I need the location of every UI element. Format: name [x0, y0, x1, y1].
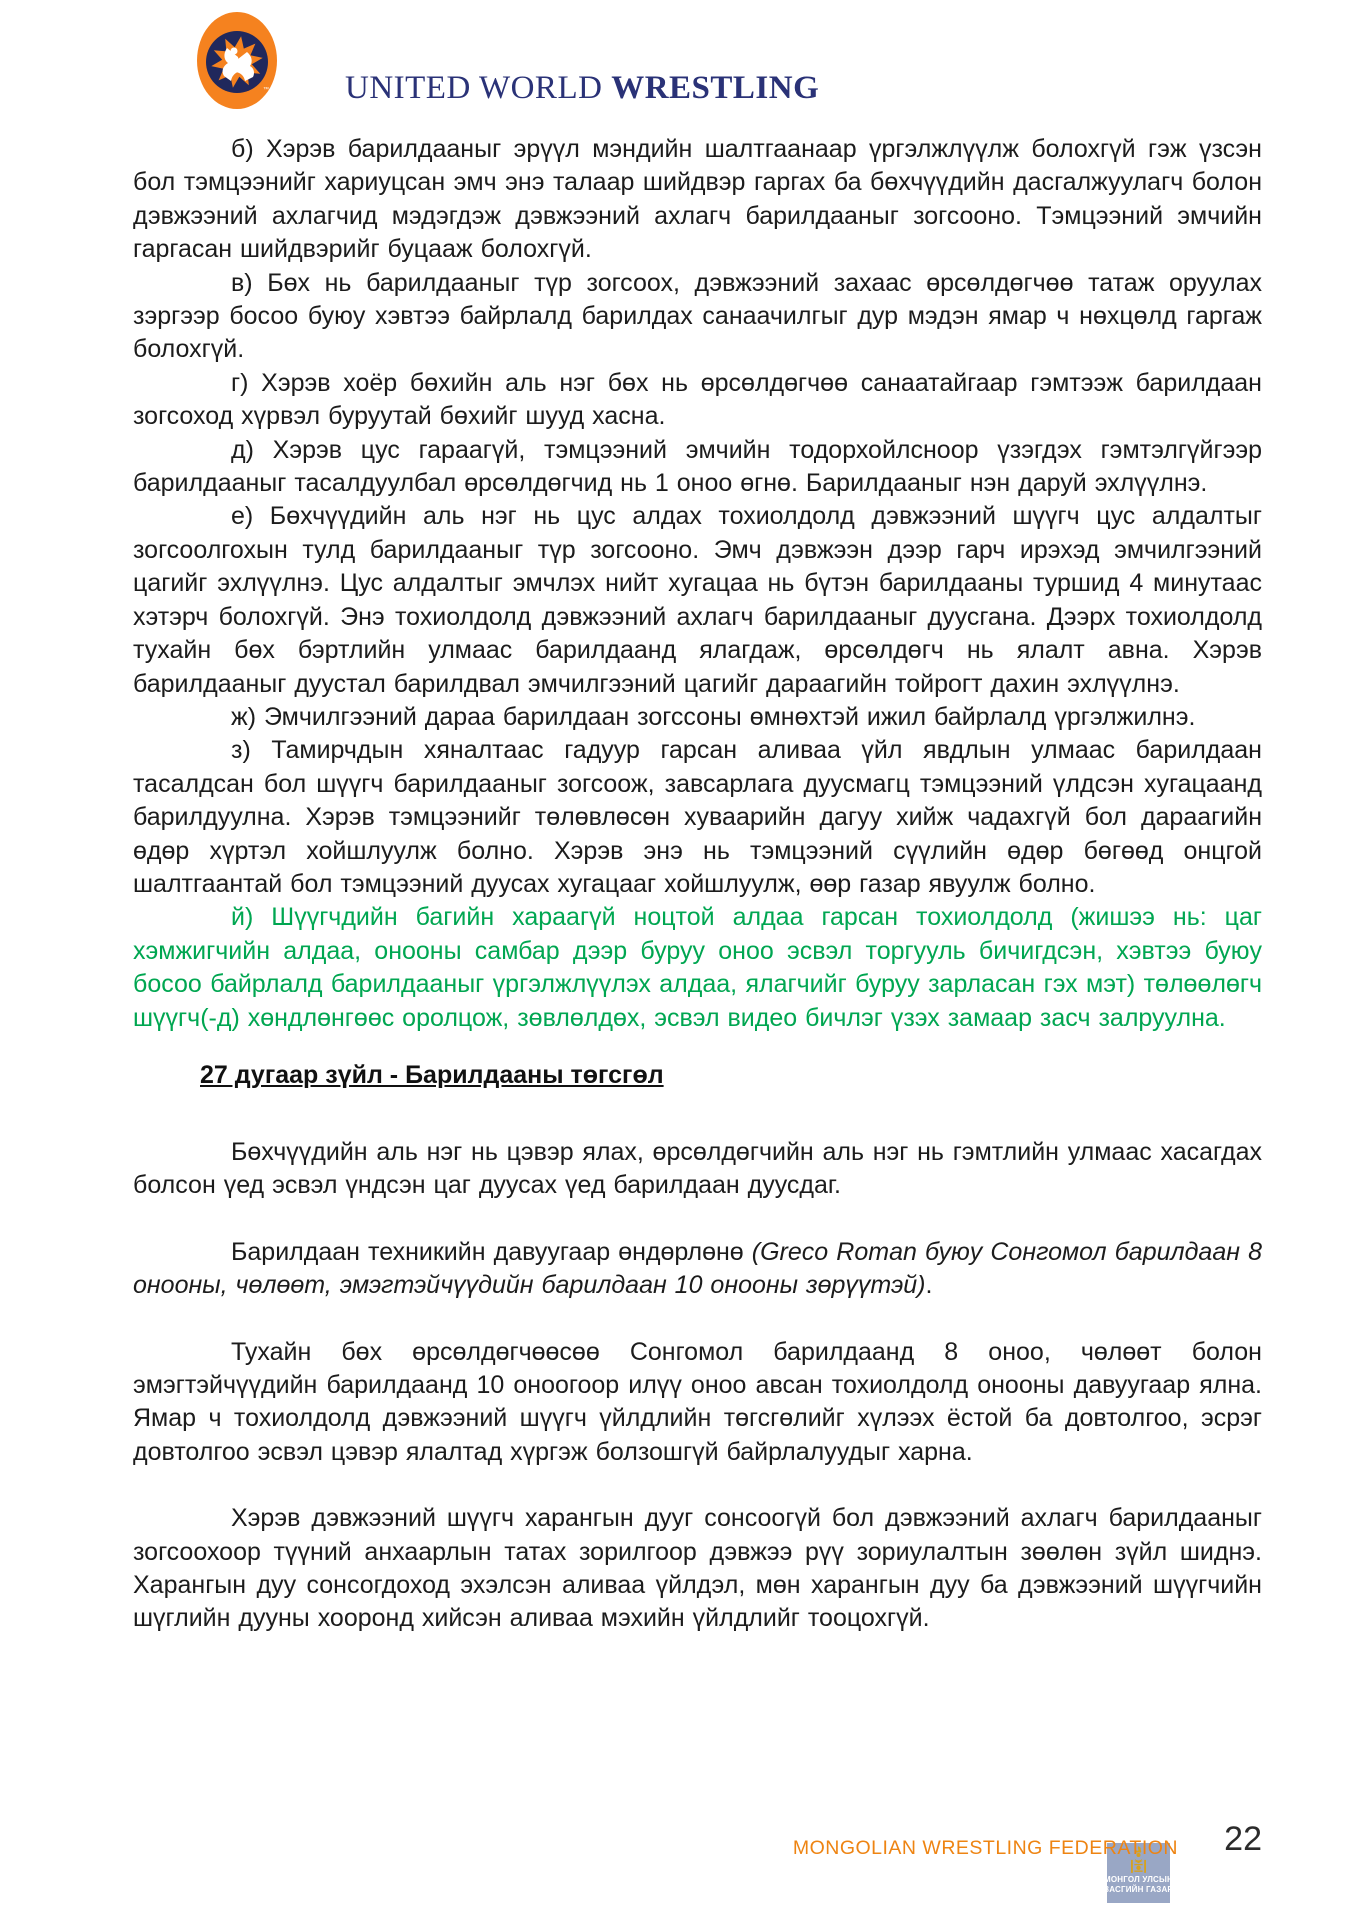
- rule-paragraph-d: д) Хэрэв цус гараагүй, тэмцээний эмчийн тодорхойлсноор үзэгдэх гэмтэлгүйгээр барилдааныг тасалдуулбал өрсөлдөгчид нь 1 оноо өгнө. Барилдааныг нэн даруй эхлүүлнэ.: [133, 435, 1262, 498]
- brand-title-bold: WRESTLING: [611, 70, 820, 106]
- rule-paragraph-g: г) Хэрэв хоёр бөхийн аль нэг бөх нь өрсөлдөгчөө санаатайгаар гэмтээж барилдаан зогсоход хүрвэл буруутай бөхийг шууд хасна.: [133, 368, 1262, 431]
- document-body: [133, 133, 1262, 1636]
- brand-title-regular: UNITED WORLD: [345, 70, 603, 106]
- section-paragraph-2-lead: Барилдаан техникийн давуугаар өндөрлөнө: [231, 1237, 752, 1266]
- section-paragraph-3: Тухайн бөх өрсөлдөгчөөсөө Сонгомол барилдаанд 8 оноо, чөлөөт болон эмэгтэйчүүдийн барилдаанд 10 оноогоор илүү оноо авсан тохиолдолд онооны давуугаар ялна. Ямар ч тохиолдолд дэвжээний шүүгч үйлдлийн төгсгөлийг хүлээх ёстой ба довтолгоо, эсрэг довтолгоо эсвэл цэвэр ялалтад хүргэж болзошгүй байрлалуудыг харна.: [133, 1337, 1262, 1466]
- rule-paragraph-v: в) Бөх нь барилдааныг түр зогсоох, дэвжээний захаас өрсөлдөгчөө татаж оруулах зэргээр босоо буюу хэвтээ байрлалд барилдах санаачилгыг дур мэдэн ямар ч нөхцөлд гаргаж болохгүй.: [133, 268, 1262, 364]
- rule-paragraph-z: з) Тамирчдын хяналтаас гадуур гарсан аливаа үйл явдлын улмаас барилдаан тасалдсан бол шүүгч барилдааныг зогсоож, завсарлага дуусмагц тэмцээний үлдсэн хугацаанд барилдуулна. Хэрэв тэмцээнийг төлөвлөсөн хуваарийн дагуу хийж чадахгүй бол дараагийн өдөр хүртэл хойшлуулж болно. Хэрэв энэ нь тэмцээний сүүлийн өдөр бөгөөд онцгой шалтгаантай бол тэмцээний дуусах хугацааг хойшлуулж, өөр газар явуулж болно.: [133, 736, 1262, 898]
- government-logo-line1: МОНГОЛ УЛСЫН: [1103, 1875, 1174, 1884]
- rule-paragraph-i-green: й) Шүүгчдийн багийн хараагүй ноцтой алдаа гарсан тохиолдолд (жишээ нь: цаг хэмжигчийн алдаа, онооны самбар дээр буруу оноо эсвэл торгууль бичигдсэн, хэвтээ буюу босоо байрлалд барилдааныг үргэлжлүүлэх алдаа, ялагчийг буруу зарласан гэх мэт) төлөөлөгч шүүгч(-д) хөндлөнгөөс оролцож, зөвлөлдөх, эсвэл видео бичлэг үзэх замаар засч залруулна.: [133, 903, 1262, 1032]
- brand-title: [345, 70, 819, 107]
- section-paragraph-2: [133, 1236, 1262, 1303]
- svg-text:™: ™: [263, 87, 269, 93]
- section-paragraph-2-italic: (Greco Roman буюу Сонгомол барилдаан 8 онооны, чөлөөт, эмэгтэйчүүдийн барилдаан 10 онооны зөрүүтэй): [133, 1237, 1262, 1300]
- government-logo-line2: ЗАСГИЙН ГАЗАР: [1104, 1884, 1173, 1894]
- page-header: [0, 0, 1357, 120]
- section-paragraph-4: Хэрэв дэвжээний шүүгч харангын дууг сонсоогүй бол дэвжээний ахлагч барилдааныг зогсоохоор түүний анхаарлын татах зорилгоор дэвжээ рүү зориулалтын зөөлөн зүйл шиднэ. Харангын дуу сонсогдоход эхэлсэн аливаа үйлдэл, мөн харангын дуу ба дэвжээний шүүгчийн шүглийн дууны хооронд хийсэн аливаа мэхийн үйлдлийг тооцохгүй.: [133, 1504, 1262, 1633]
- federation-label: MONGOLIAN WRESTLING FEDERATION: [792, 1837, 1178, 1859]
- government-logo-label: [1104, 1875, 1173, 1894]
- uww-logo-icon: [197, 12, 277, 109]
- rule-paragraph-j: ж) Эмчилгээний дараа барилдаан зогссоны өмнөхтэй ижил байрлалд үргэлжилнэ.: [231, 702, 1196, 731]
- section-paragraph-2-tail: .: [925, 1271, 933, 1300]
- section-heading: 27 дугаар зүйл - Барилдааны төгсгөл: [200, 1060, 664, 1089]
- section-paragraph-1: Бөхчүүдийн аль нэг нь цэвэр ялах, өрсөлдөгчийн аль нэг нь гэмтлийн улмаас хасагдах болсон үед эсвэл үндсэн цаг дуусах үед барилдаан дуусдаг.: [133, 1137, 1262, 1200]
- rule-paragraph-b: б) Хэрэв барилдааныг эрүүл мэндийн шалтгаанаар үргэлжлүүлж болохгүй гэж үзсэн бол тэмцээнийг хариуцсан эмч энэ талаар шийдвэр гаргах ба бөхчүүдийн дасгалжуулагч болон дэвжээний ахлагчид мэдэгдэж дэвжээний ахлагч барилдааныг зогсооно. Тэмцээний эмчийн гаргасан шийдвэрийг буцааж болохгүй.: [133, 135, 1262, 264]
- rule-paragraph-e: е) Бөхчүүдийн аль нэг нь цус алдах тохиолдолд дэвжээний шүүгч цус алдалтыг зогсоолгохын тулд барилдааныг түр зогсооно. Эмч дэвжээн дээр гарч ирэхэд эмчилгээний цагийг эхлүүлнэ. Цус алдалтыг эмчлэх нийт хугацаа нь бүтэн барилдааны туршид 4 минутаас хэтэрч болохгүй. Энэ тохиолдолд дэвжээний ахлагч барилдааныг дуусгана. Дээрх тохиолдолд тухайн бөх бэртлийн улмаас барилдаанд ялагдаж, өрсөлдөгч нь ялалт авна. Хэрэв барилдааныг дуустал барилдвал эмчилгээний цагийг дараагийн тойрогт дахин эхлүүлнэ.: [133, 502, 1262, 698]
- page-number: 22: [1224, 1820, 1262, 1858]
